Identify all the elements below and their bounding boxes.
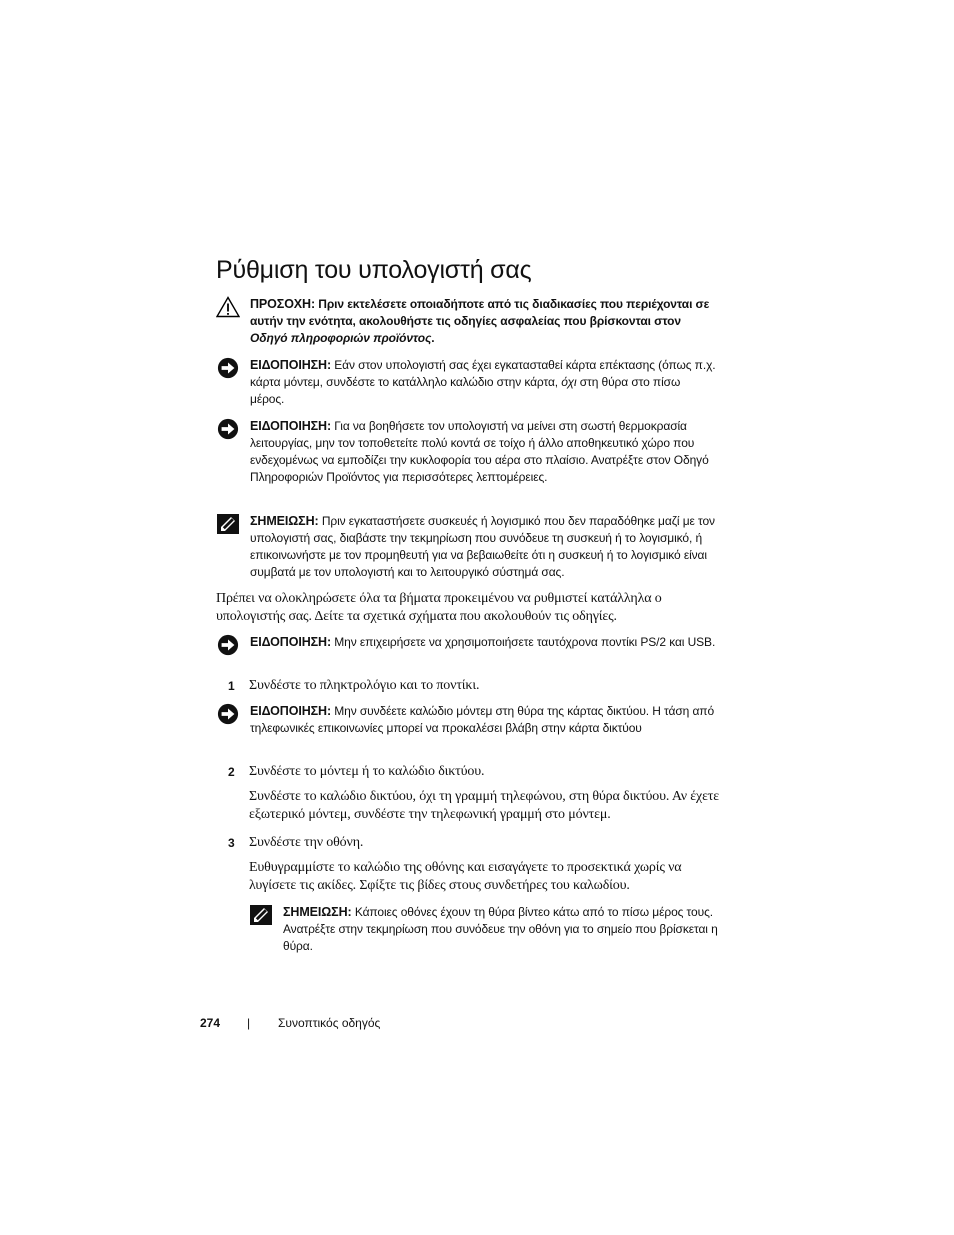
page-title: Ρύθμιση του υπολογιστή σας bbox=[216, 256, 532, 284]
notice-label-1: ΕΙΔΟΠΟΙΗΣΗ: bbox=[250, 358, 332, 372]
notice-label-2: ΕΙΔΟΠΟΙΗΣΗ: bbox=[250, 419, 332, 433]
footer-book-title: Συνοπτικός οδηγός bbox=[278, 1016, 381, 1030]
caution-end: . bbox=[431, 331, 435, 345]
notice-italic-1: όχι bbox=[561, 375, 577, 389]
step-number-2: 2 bbox=[228, 765, 235, 779]
note-box-1 bbox=[216, 513, 716, 581]
page-number: 274 bbox=[200, 1016, 221, 1030]
caution-box bbox=[216, 296, 716, 347]
warning-triangle-icon bbox=[216, 296, 240, 318]
note-label-1: ΣΗΜΕΙΩΣΗ: bbox=[250, 514, 319, 528]
notice-arrow-icon bbox=[216, 418, 240, 440]
note-box-2 bbox=[249, 904, 719, 955]
notice-box-3 bbox=[216, 634, 716, 651]
note-body-2: Κάποιες οθόνες έχουν τη θύρα βίντεο κάτω από το πίσω μέρος τους. Ανατρέξτε στην τεκμηρίωση που συνόδευε την οθόνη για το σημείο που βρίσκεται η θύρα. bbox=[283, 905, 718, 953]
notice-body-4: Μην συνδέετε καλώδιο μόντεμ στη θύρα της κάρτας δικτύου. Η τάση από τηλεφωνικές επικοινωνίες μπορεί να προκαλέσει βλάβη στην κάρτα δικτύου bbox=[250, 704, 715, 735]
step-detail-3: Ευθυγραμμίστε το καλώδιο της οθόνης και εισαγάγετε το προσεκτικά χωρίς να λυγίσετε τις ακίδες. Σφίξτε τις βίδες στους συνδετήρες του καλωδίου. bbox=[249, 860, 682, 893]
notice-arrow-icon bbox=[216, 634, 240, 656]
notice-end-1: στη θύρα στο πίσω μέρος. bbox=[250, 375, 681, 406]
note-body-1: Πριν εγκαταστήσετε συσκευές ή λογισμικό που δεν παραδόθηκε μαζί με τον υπολογιστή σας, διαβάστε την τεκμηρίωση που συνόδευε τη συσκευή ή το λογισμικό, ή επικοινωνήστε με τον προμηθευτή για να βεβαιωθείτε ότι η συσκευή ή το λογισμικό είναι συμβατά με τον υπολογιστή και το λειτουργικό σύστημά σας. bbox=[250, 514, 715, 579]
notice-label-4: ΕΙΔΟΠΟΙΗΣΗ: bbox=[250, 704, 332, 718]
intro-paragraph: Πρέπει να ολοκληρώσετε όλα τα βήματα προκειμένου να ρυθμιστεί κατάλληλα ο υπολογιστής σας. Δείτε τα σχετικά σχήματα που ακολουθούν τις οδηγίες. bbox=[216, 591, 662, 624]
step-detail-2: Συνδέστε το καλώδιο δικτύου, όχι τη γραμμή τηλεφώνου, στη θύρα δικτύου. Αν έχετε εξωτερικό μόντεμ, συνδέστε την τηλεφωνική γραμμή στο μόντεμ. bbox=[249, 789, 720, 822]
notice-text-3 bbox=[250, 634, 716, 651]
caution-label: ΠΡΟΣΟΧΗ: bbox=[250, 297, 316, 311]
step-text-3: Συνδέστε την οθόνη. bbox=[249, 835, 364, 850]
note-pencil-icon bbox=[249, 904, 273, 926]
step-number-1: 1 bbox=[228, 679, 235, 693]
notice-box-4 bbox=[216, 703, 716, 737]
notice-body-3: Μην επιχειρήσετε να χρησιμοποιήσετε ταυτόχρονα ποντίκι PS/2 και USB. bbox=[334, 635, 716, 649]
footer-separator: | bbox=[247, 1016, 251, 1030]
notice-box-1 bbox=[216, 357, 716, 408]
step-text-2: Συνδέστε το μόντεμ ή το καλώδιο δικτύου. bbox=[249, 764, 485, 779]
notice-body-2: Για να βοηθήσετε τον υπολογιστή να μείνει στη σωστή θερμοκρασία λειτουργίας, μην τον τοποθετείτε πολύ κοντά σε τοίχο ή άλλο αποθηκευτικό χώρο που ενδεχομένως να εμποδίζει την κυκλοφορία του αέρα στο πλαίσιο. Ανατρέξτε στον Οδηγό Πληροφοριών Προϊόντος για περισσότερες λεπτομέρειες. bbox=[250, 419, 709, 484]
note-label-2: ΣΗΜΕΙΩΣΗ: bbox=[283, 905, 352, 919]
caution-text bbox=[250, 296, 716, 347]
caution-italic: Οδηγό πληροφοριών προϊόντος bbox=[250, 331, 432, 345]
note-text-2 bbox=[283, 904, 719, 955]
notice-text-4 bbox=[250, 703, 716, 737]
note-pencil-icon bbox=[216, 513, 240, 535]
notice-label-3: ΕΙΔΟΠΟΙΗΣΗ: bbox=[250, 635, 332, 649]
notice-body-1: Εάν στον υπολογιστή σας έχει εγκατασταθεί κάρτα επέκτασης (όπως π.χ. κάρτα μόντεμ, συνδέστε το κατάλληλο καλώδιο στην κάρτα, bbox=[250, 358, 716, 389]
note-text-1 bbox=[250, 513, 716, 581]
notice-text-2 bbox=[250, 418, 716, 486]
caution-body: Πριν εκτελέσετε οποιαδήποτε από τις διαδικασίες που περιέχονται σε αυτήν την ενότητα, ακολουθήστε τις οδηγίες ασφαλείας που βρίσκονται στον bbox=[250, 297, 710, 328]
notice-box-2 bbox=[216, 418, 716, 486]
notice-arrow-icon bbox=[216, 357, 240, 379]
notice-arrow-icon bbox=[216, 703, 240, 725]
step-text-1: Συνδέστε το πληκτρολόγιο και το ποντίκι. bbox=[249, 678, 480, 693]
step-number-3: 3 bbox=[228, 836, 235, 850]
notice-text-1 bbox=[250, 357, 716, 408]
